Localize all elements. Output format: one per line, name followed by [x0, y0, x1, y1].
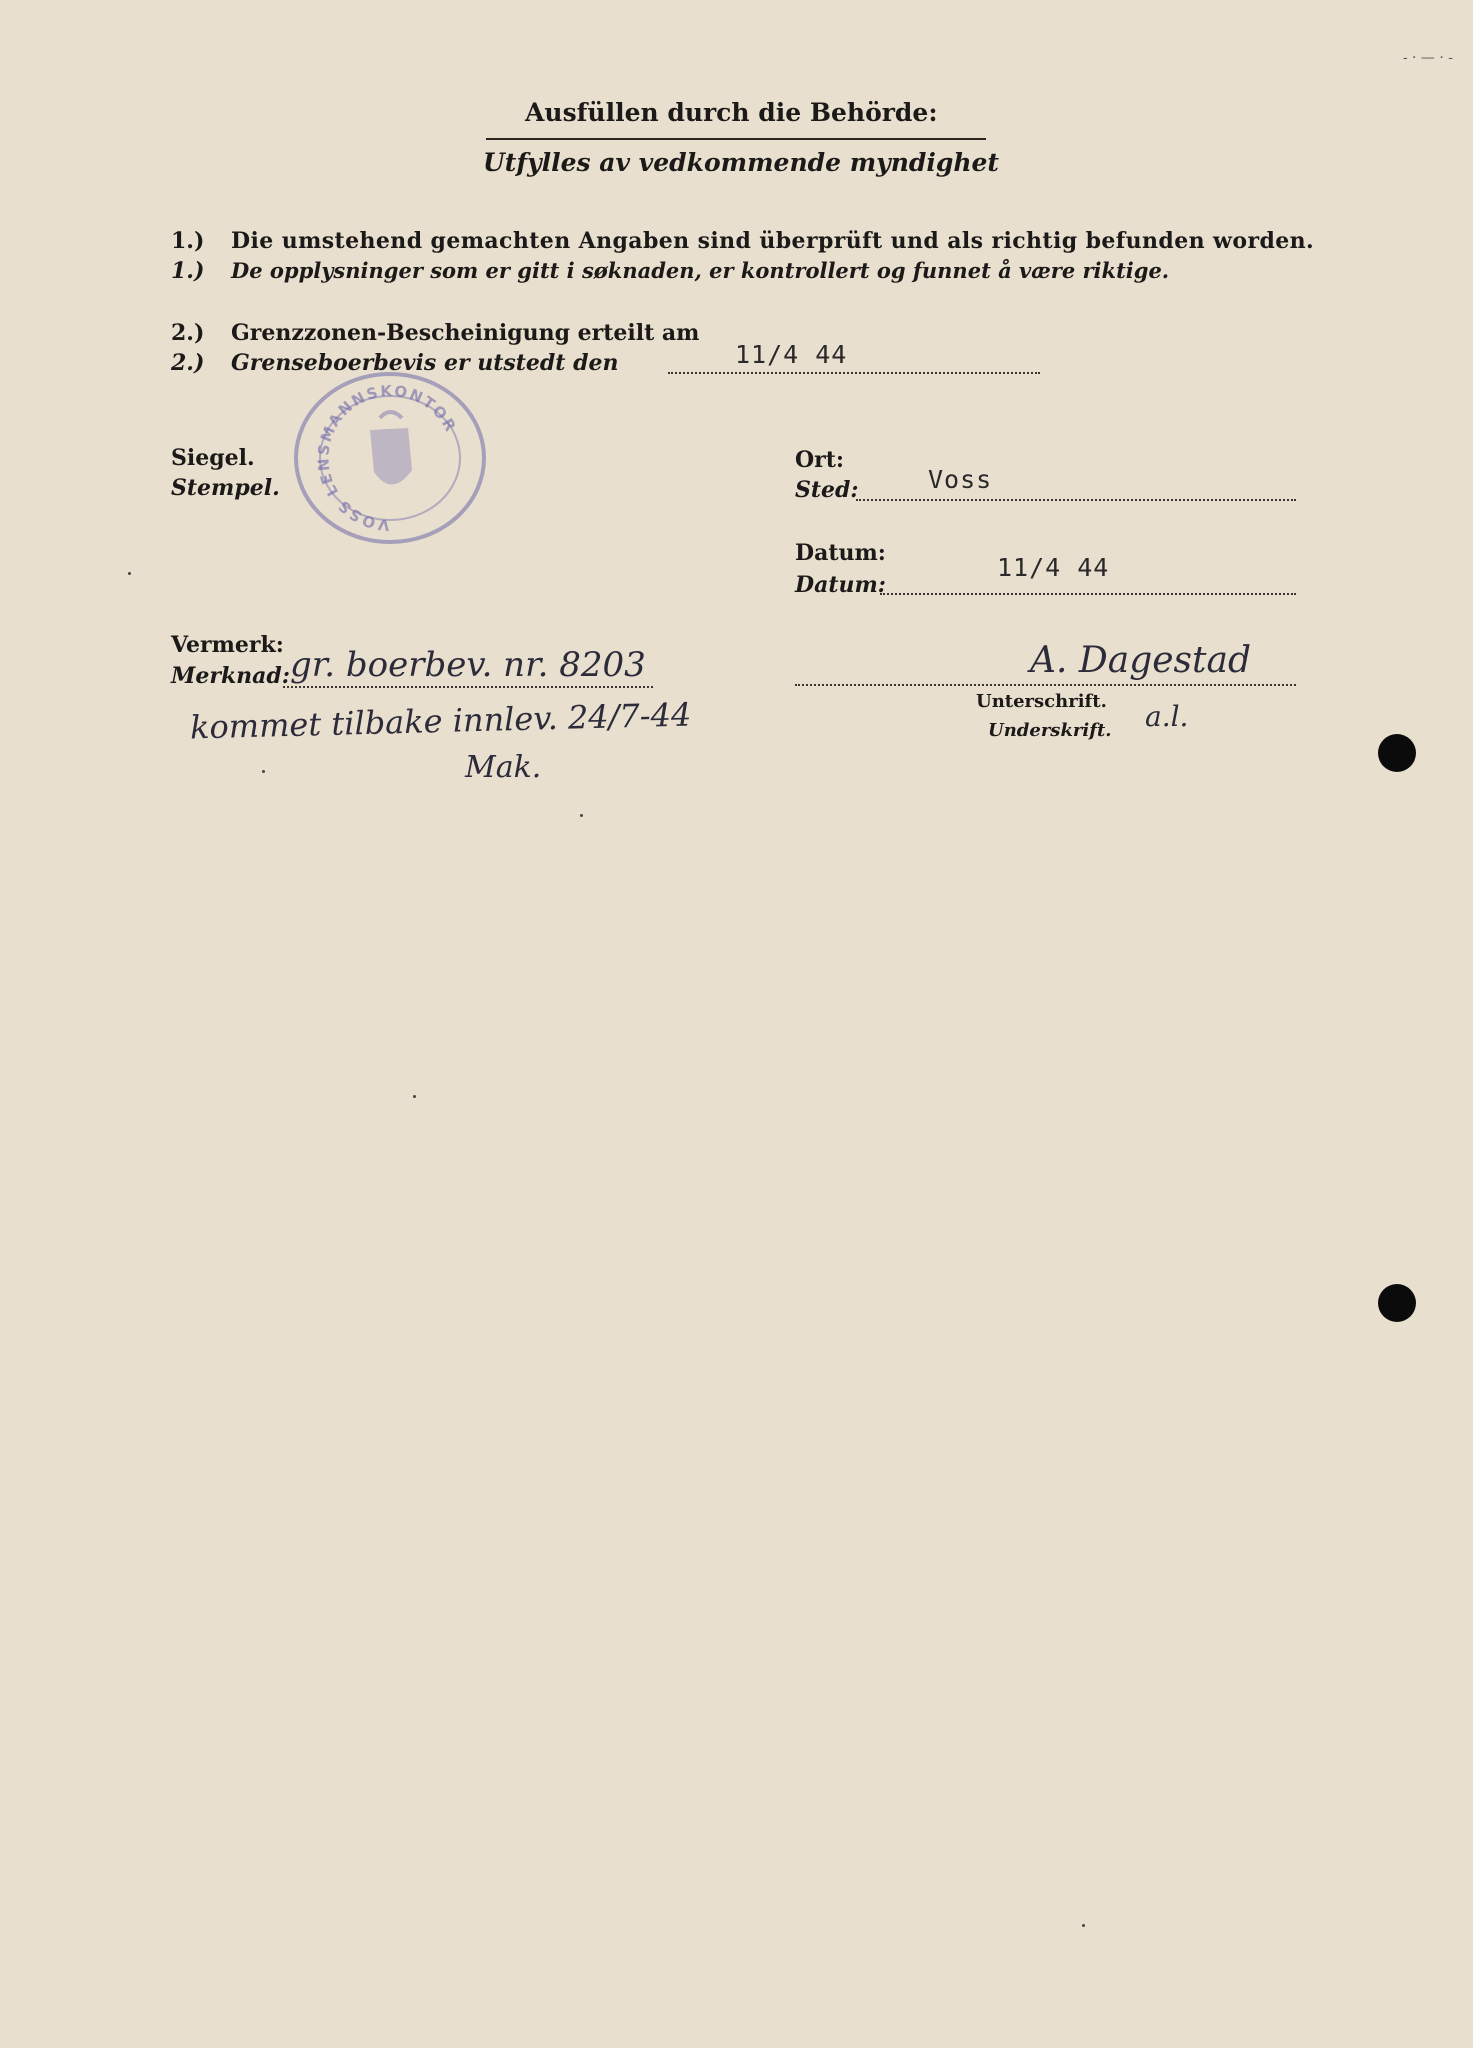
seal-label-no: Stempel.: [171, 475, 280, 501]
remark-handwritten-initials: Mak.: [465, 750, 542, 785]
signature-label-de: Unterschrift.: [976, 691, 1107, 712]
item2-text-no: Grenseboerbevis er utstedt den: [231, 350, 619, 376]
item2-date-line: [668, 372, 1040, 374]
place-label-no: Sted:: [795, 477, 859, 503]
item2-number-de: 2.): [171, 320, 205, 346]
signature-line: [795, 684, 1296, 686]
item2-number-no: 2.): [171, 350, 205, 376]
item1-text-de: Die umstehend gemachten Angaben sind überprüft und als richtig befunden worden.: [231, 228, 1315, 254]
paper-speck: [580, 814, 583, 817]
header-title-no: Utfylles av vedkommende myndighet: [483, 148, 999, 177]
remark-label-no: Merknad:: [171, 663, 290, 689]
date-line: [880, 593, 1296, 595]
remark-line: [283, 686, 653, 688]
paper-speck: [413, 1095, 416, 1098]
punch-hole-top: [1378, 734, 1416, 772]
item1-text-no: De opplysninger som er gitt i søknaden, er kontrollert og funnet å være riktige.: [231, 258, 1170, 283]
place-value: Voss: [928, 465, 993, 494]
remark-label-de: Vermerk:: [171, 632, 284, 658]
punch-hole-bottom: [1378, 1284, 1416, 1322]
signature-handwritten-suffix: a.l.: [1145, 700, 1189, 733]
seal-label-de: Siegel.: [171, 445, 255, 471]
remark-handwritten-line1: gr. boerbev. nr. 8203: [290, 645, 646, 685]
corner-mark: - · — · -: [1402, 50, 1453, 66]
item1-number-de: 1.): [171, 228, 205, 254]
item1-number-no: 1.): [171, 258, 205, 284]
official-stamp: [290, 370, 490, 550]
remark-handwritten-line2: kommet tilbake innlev. 24/7-44: [189, 695, 692, 747]
date-label-no: Datum:: [795, 572, 886, 598]
paper-speck: [1082, 1924, 1085, 1927]
place-line: [856, 499, 1296, 501]
signature-label-no: Underskrift.: [988, 720, 1112, 741]
signature-handwritten-name: A. Dagestad: [1030, 640, 1252, 681]
paper-speck: [262, 770, 265, 773]
paper-speck: [128, 572, 131, 575]
header-rule: [486, 138, 986, 140]
item2-date-value: 11/4 44: [735, 340, 848, 369]
item2-text-de: Grenzzonen-Bescheinigung erteilt am: [231, 320, 700, 346]
header-title-de: Ausfüllen durch die Behörde:: [525, 98, 938, 127]
date-label-de: Datum:: [795, 540, 886, 566]
date-value: 11/4 44: [997, 553, 1110, 582]
place-label-de: Ort:: [795, 447, 845, 473]
stamp-text: VOSS LENSMANNSKONTOR: [314, 381, 461, 535]
